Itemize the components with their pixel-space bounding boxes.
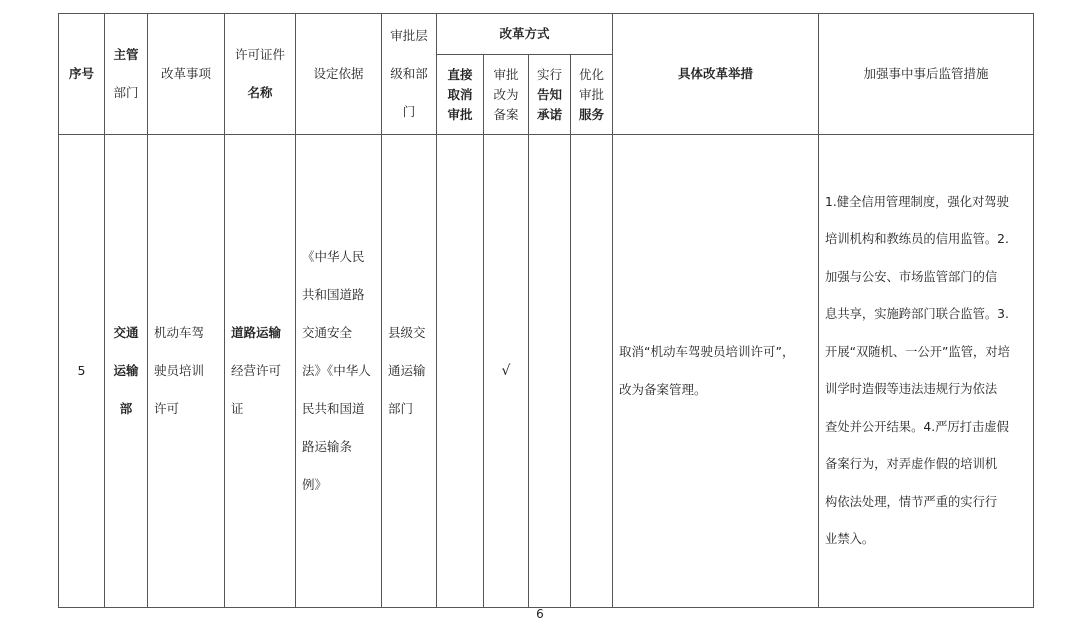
header-dept: 主管 部门	[105, 14, 148, 135]
header-seq: 序号	[59, 14, 105, 135]
header-measures: 具体改革举措	[613, 14, 819, 135]
header-mode-commitment: 实行 告知 承诺	[529, 55, 571, 135]
row-supervision: 1.健全信用管理制度，强化对驾驶 培训机构和教练员的信用监管。2. 加强与公安、市场监管部门的信 息共享，实施跨部门联合监管。3. 开展“双随机、一公开”监管，对培 训学时造假等违法违规行为依法 查处并公开结果。4.严厉打击虚假 备案行为，对弄虚作假的培训机 构依法处理，情节严重的实行行 业禁入。	[819, 135, 1034, 608]
row-item: 机动车驾 驶员培训 许可	[148, 135, 225, 608]
header-level: 审批层 级和部 门	[382, 14, 437, 135]
header-mode-optimize: 优化 审批 服务	[571, 55, 613, 135]
row-mode-cancel	[437, 135, 484, 608]
row-level: 县级交 通运输 部门	[382, 135, 437, 608]
row-seq: 5	[59, 135, 105, 608]
row-measures: 取消“机动车驾驶员培训许可”， 改为备案管理。	[613, 135, 819, 608]
header-license: 许可证件 名称	[225, 14, 296, 135]
row-basis: 《中华人民 共和国道路 交通安全 法》《中华人 民共和国道 路运输条 例》	[296, 135, 382, 608]
header-mode: 改革方式	[437, 14, 613, 55]
header-mode-cancel: 直接 取消 审批	[437, 55, 484, 135]
row-mode-filing: √	[484, 135, 529, 608]
row-mode-optimize	[571, 135, 613, 608]
row-license: 道路运输 经营许可 证	[225, 135, 296, 608]
header-basis: 设定依据	[296, 14, 382, 135]
row-dept: 交通 运输 部	[105, 135, 148, 608]
reform-table	[58, 13, 1034, 608]
header-mode-filing: 审批 改为 备案	[484, 55, 529, 135]
row-mode-commitment	[529, 135, 571, 608]
header-item: 改革事项	[148, 14, 225, 135]
header-supervision: 加强事中事后监管措施	[819, 14, 1034, 135]
page-number: 6	[536, 607, 544, 621]
